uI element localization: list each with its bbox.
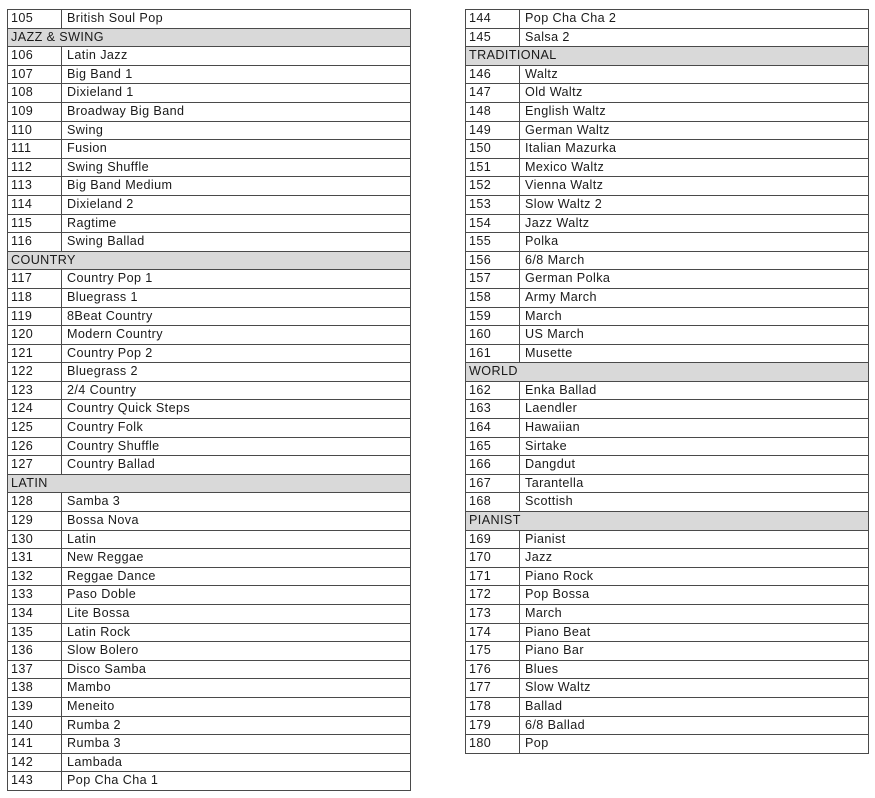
style-number: 132 <box>8 567 62 586</box>
style-number: 170 <box>466 549 520 568</box>
style-number: 163 <box>466 400 520 419</box>
style-name: Salsa 2 <box>520 28 869 47</box>
style-name: Latin Jazz <box>62 47 411 66</box>
table-row <box>466 84 869 103</box>
style-name: Mexico Waltz <box>520 158 869 177</box>
table-row <box>8 307 411 326</box>
style-name: Big Band 1 <box>62 65 411 84</box>
table-row <box>8 84 411 103</box>
category-row <box>8 251 411 270</box>
table-row <box>8 158 411 177</box>
table-row <box>8 233 411 252</box>
style-number: 122 <box>8 363 62 382</box>
table-row <box>466 288 869 307</box>
style-number: 173 <box>466 605 520 624</box>
table-row <box>8 567 411 586</box>
table-row <box>466 716 869 735</box>
table-row <box>8 456 411 475</box>
category-label: JAZZ & SWING <box>8 28 411 47</box>
style-number: 137 <box>8 660 62 679</box>
table-row <box>8 586 411 605</box>
style-number: 176 <box>466 660 520 679</box>
style-name: German Waltz <box>520 121 869 140</box>
style-number: 152 <box>466 177 520 196</box>
style-name: Old Waltz <box>520 84 869 103</box>
style-name: British Soul Pop <box>62 10 411 29</box>
style-name: Pop <box>520 735 869 754</box>
table-row <box>8 102 411 121</box>
style-number: 114 <box>8 195 62 214</box>
style-number: 180 <box>466 735 520 754</box>
style-name: Hawaiian <box>520 419 869 438</box>
table-row <box>8 419 411 438</box>
style-number: 151 <box>466 158 520 177</box>
style-name: 6/8 March <box>520 251 869 270</box>
style-name: Rumba 3 <box>62 735 411 754</box>
style-number: 138 <box>8 679 62 698</box>
category-label: TRADITIONAL <box>466 47 869 66</box>
style-name: Sirtake <box>520 437 869 456</box>
style-name: Paso Doble <box>62 586 411 605</box>
style-number: 110 <box>8 121 62 140</box>
style-name: Mambo <box>62 679 411 698</box>
table-row <box>8 642 411 661</box>
table-row <box>8 288 411 307</box>
style-name: Broadway Big Band <box>62 102 411 121</box>
table-row <box>8 195 411 214</box>
style-name: March <box>520 605 869 624</box>
table-row <box>466 679 869 698</box>
style-name: US March <box>520 326 869 345</box>
style-name: Rumba 2 <box>62 716 411 735</box>
style-number: 126 <box>8 437 62 456</box>
style-name: Lambada <box>62 753 411 772</box>
style-number: 153 <box>466 195 520 214</box>
table-row <box>466 10 869 29</box>
table-row <box>466 530 869 549</box>
style-number: 149 <box>466 121 520 140</box>
table-row <box>466 474 869 493</box>
table-row <box>466 28 869 47</box>
style-number: 179 <box>466 716 520 735</box>
category-row <box>466 512 869 531</box>
table-row <box>466 177 869 196</box>
style-name: Piano Bar <box>520 642 869 661</box>
style-number: 136 <box>8 642 62 661</box>
style-name: Ragtime <box>62 214 411 233</box>
category-label: LATIN <box>8 474 411 493</box>
table-row <box>466 660 869 679</box>
style-name: Dangdut <box>520 456 869 475</box>
table-row <box>8 512 411 531</box>
table-row <box>8 177 411 196</box>
style-name: Meneito <box>62 697 411 716</box>
style-name: Army March <box>520 288 869 307</box>
table-row <box>466 549 869 568</box>
table-row <box>8 65 411 84</box>
category-label: WORLD <box>466 363 869 382</box>
style-number: 117 <box>8 270 62 289</box>
style-name: Laendler <box>520 400 869 419</box>
style-name: March <box>520 307 869 326</box>
table-row <box>8 344 411 363</box>
table-row <box>8 679 411 698</box>
table-row <box>8 623 411 642</box>
table-row <box>466 251 869 270</box>
style-number: 118 <box>8 288 62 307</box>
style-number: 148 <box>466 102 520 121</box>
style-number: 144 <box>466 10 520 29</box>
table-row <box>466 735 869 754</box>
table-row <box>466 140 869 159</box>
style-name: Country Folk <box>62 419 411 438</box>
style-number: 172 <box>466 586 520 605</box>
table-row <box>466 121 869 140</box>
style-number: 115 <box>8 214 62 233</box>
table-row <box>466 697 869 716</box>
style-number: 160 <box>466 326 520 345</box>
style-name: Modern Country <box>62 326 411 345</box>
table-row <box>466 158 869 177</box>
table-row <box>8 121 411 140</box>
style-name: Samba 3 <box>62 493 411 512</box>
style-number: 134 <box>8 605 62 624</box>
style-name: Fusion <box>62 140 411 159</box>
style-name: Latin Rock <box>62 623 411 642</box>
table-row <box>8 660 411 679</box>
style-name: Pianist <box>520 530 869 549</box>
table-row <box>8 493 411 512</box>
style-name: Enka Ballad <box>520 381 869 400</box>
style-number: 107 <box>8 65 62 84</box>
style-table-right <box>465 9 869 754</box>
style-number: 120 <box>8 326 62 345</box>
style-name: Italian Mazurka <box>520 140 869 159</box>
style-name: Bluegrass 2 <box>62 363 411 382</box>
table-row <box>466 567 869 586</box>
table-row <box>8 772 411 791</box>
table-row <box>8 10 411 29</box>
table-row <box>8 716 411 735</box>
style-name: Reggae Dance <box>62 567 411 586</box>
style-number: 156 <box>466 251 520 270</box>
style-name: Latin <box>62 530 411 549</box>
style-number: 147 <box>466 84 520 103</box>
style-name: Bossa Nova <box>62 512 411 531</box>
table-row <box>466 344 869 363</box>
style-number: 154 <box>466 214 520 233</box>
style-number: 161 <box>466 344 520 363</box>
style-number: 171 <box>466 567 520 586</box>
style-name: Pop Bossa <box>520 586 869 605</box>
style-name: Scottish <box>520 493 869 512</box>
style-number: 105 <box>8 10 62 29</box>
table-row <box>466 102 869 121</box>
style-number: 167 <box>466 474 520 493</box>
style-name: Ballad <box>520 697 869 716</box>
style-name: Tarantella <box>520 474 869 493</box>
table-row <box>8 270 411 289</box>
table-row <box>466 214 869 233</box>
table-row <box>8 437 411 456</box>
style-number: 178 <box>466 697 520 716</box>
style-name: Bluegrass 1 <box>62 288 411 307</box>
table-row <box>8 753 411 772</box>
style-number: 106 <box>8 47 62 66</box>
style-number: 158 <box>466 288 520 307</box>
style-name: Pop Cha Cha 2 <box>520 10 869 29</box>
style-number: 112 <box>8 158 62 177</box>
style-number: 174 <box>466 623 520 642</box>
style-number: 128 <box>8 493 62 512</box>
style-number: 142 <box>8 753 62 772</box>
style-name: New Reggae <box>62 549 411 568</box>
style-name: Waltz <box>520 65 869 84</box>
style-name: Piano Rock <box>520 567 869 586</box>
style-name: Swing <box>62 121 411 140</box>
style-name: Vienna Waltz <box>520 177 869 196</box>
style-name: Country Shuffle <box>62 437 411 456</box>
style-name: Jazz Waltz <box>520 214 869 233</box>
style-number: 129 <box>8 512 62 531</box>
style-name: Slow Bolero <box>62 642 411 661</box>
style-number: 119 <box>8 307 62 326</box>
style-name: Slow Waltz <box>520 679 869 698</box>
style-name: Country Quick Steps <box>62 400 411 419</box>
style-number: 145 <box>466 28 520 47</box>
style-number: 162 <box>466 381 520 400</box>
style-number: 175 <box>466 642 520 661</box>
style-number: 133 <box>8 586 62 605</box>
style-number: 124 <box>8 400 62 419</box>
style-number: 127 <box>8 456 62 475</box>
category-row <box>466 363 869 382</box>
table-row <box>466 493 869 512</box>
style-name: German Polka <box>520 270 869 289</box>
table-row <box>466 586 869 605</box>
style-name: Piano Beat <box>520 623 869 642</box>
style-number: 140 <box>8 716 62 735</box>
style-name: Musette <box>520 344 869 363</box>
style-name: Country Pop 1 <box>62 270 411 289</box>
table-row <box>8 214 411 233</box>
table-row <box>466 381 869 400</box>
category-label: PIANIST <box>466 512 869 531</box>
table-row <box>466 623 869 642</box>
style-number: 143 <box>8 772 62 791</box>
table-row <box>8 697 411 716</box>
style-name: Disco Samba <box>62 660 411 679</box>
style-number: 159 <box>466 307 520 326</box>
style-number: 113 <box>8 177 62 196</box>
style-number: 135 <box>8 623 62 642</box>
style-name: Swing Ballad <box>62 233 411 252</box>
style-name: English Waltz <box>520 102 869 121</box>
style-number: 116 <box>8 233 62 252</box>
style-name: Big Band Medium <box>62 177 411 196</box>
style-number: 139 <box>8 697 62 716</box>
style-name: Pop Cha Cha 1 <box>62 772 411 791</box>
table-row <box>466 270 869 289</box>
table-row <box>466 437 869 456</box>
style-name: Country Ballad <box>62 456 411 475</box>
style-name: Slow Waltz 2 <box>520 195 869 214</box>
style-number: 125 <box>8 419 62 438</box>
table-row <box>466 456 869 475</box>
style-name: Blues <box>520 660 869 679</box>
table-row <box>8 363 411 382</box>
style-name: Polka <box>520 233 869 252</box>
table-row <box>8 140 411 159</box>
style-number: 157 <box>466 270 520 289</box>
table-row <box>466 419 869 438</box>
table-row <box>8 326 411 345</box>
table-row <box>8 381 411 400</box>
style-name: Swing Shuffle <box>62 158 411 177</box>
category-row <box>8 28 411 47</box>
style-number: 169 <box>466 530 520 549</box>
style-number: 150 <box>466 140 520 159</box>
style-number: 121 <box>8 344 62 363</box>
style-name: 2/4 Country <box>62 381 411 400</box>
style-name: Dixieland 1 <box>62 84 411 103</box>
style-table-left <box>7 9 411 791</box>
table-row <box>466 195 869 214</box>
style-number: 164 <box>466 419 520 438</box>
table-row <box>466 605 869 624</box>
style-number: 130 <box>8 530 62 549</box>
style-number: 177 <box>466 679 520 698</box>
style-number: 168 <box>466 493 520 512</box>
style-name: 6/8 Ballad <box>520 716 869 735</box>
table-row <box>466 400 869 419</box>
style-name: Country Pop 2 <box>62 344 411 363</box>
style-number: 166 <box>466 456 520 475</box>
style-number: 109 <box>8 102 62 121</box>
table-row <box>8 47 411 66</box>
style-number: 123 <box>8 381 62 400</box>
table-row <box>466 326 869 345</box>
table-row <box>8 549 411 568</box>
table-row <box>8 735 411 754</box>
style-name: Lite Bossa <box>62 605 411 624</box>
table-row <box>8 605 411 624</box>
style-table-right-body <box>466 10 869 754</box>
style-number: 141 <box>8 735 62 754</box>
table-row <box>466 233 869 252</box>
table-row <box>466 642 869 661</box>
style-number: 131 <box>8 549 62 568</box>
style-name: Dixieland 2 <box>62 195 411 214</box>
category-row <box>466 47 869 66</box>
style-name: Jazz <box>520 549 869 568</box>
style-number: 146 <box>466 65 520 84</box>
style-number: 165 <box>466 437 520 456</box>
table-row <box>8 530 411 549</box>
table-row <box>466 65 869 84</box>
style-number: 108 <box>8 84 62 103</box>
style-table-left-body <box>8 10 411 791</box>
style-name: 8Beat Country <box>62 307 411 326</box>
table-row <box>466 307 869 326</box>
category-label: COUNTRY <box>8 251 411 270</box>
style-number: 155 <box>466 233 520 252</box>
category-row <box>8 474 411 493</box>
table-row <box>8 400 411 419</box>
style-number: 111 <box>8 140 62 159</box>
